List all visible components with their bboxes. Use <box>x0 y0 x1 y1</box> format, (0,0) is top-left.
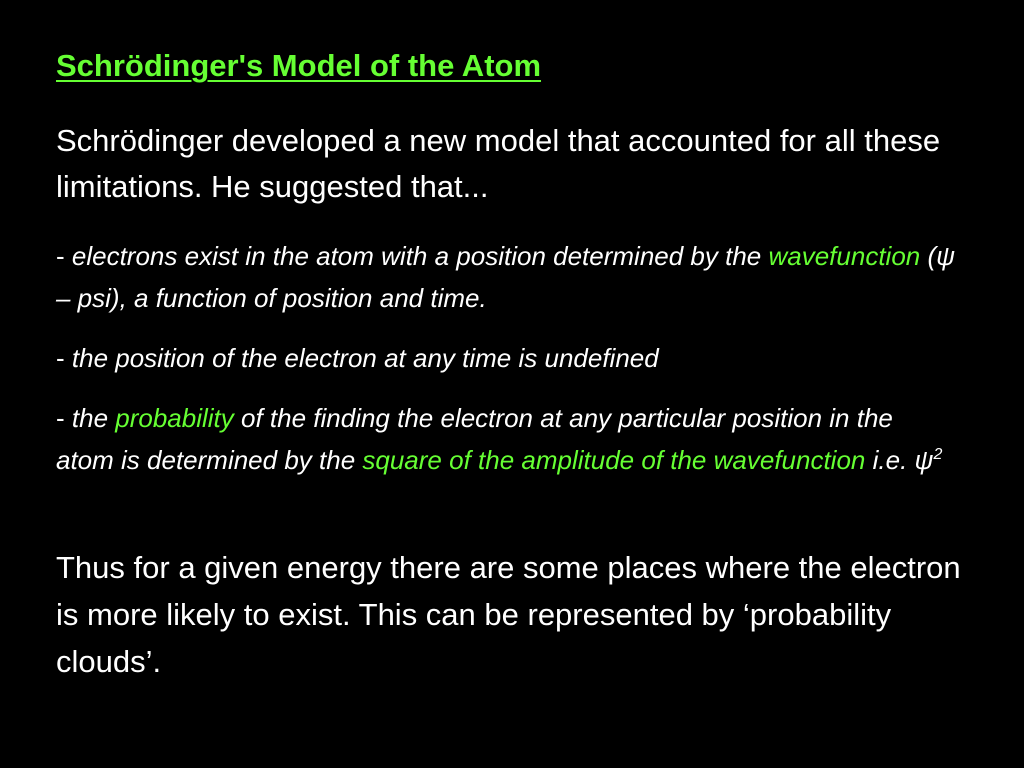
bullet-text: (ψ – psi), a function of position and time. <box>56 241 956 313</box>
bullet-wavefunction <box>56 235 956 319</box>
highlight-wavefunction: wavefunction <box>768 241 921 271</box>
bullet-text: of the finding the electron at any particular position in the atom is determined by the <box>56 403 893 475</box>
bullet-position-undefined <box>56 337 956 379</box>
bullet-probability <box>56 397 956 481</box>
bullet-text: electrons exist in the atom with a position determined by the <box>71 241 769 271</box>
bullet-dash: - <box>56 403 72 433</box>
slide-title: Schrödinger's Model of the Atom <box>56 48 542 83</box>
bullet-dash: - <box>56 343 72 373</box>
highlight-square-amplitude: square of the amplitude of the wavefunction <box>362 445 866 475</box>
bullet-text: i.e. ψ <box>865 445 934 475</box>
intro-paragraph: Schrödinger developed a new model that accounted for all these limitations. He suggested that... <box>56 123 941 204</box>
conclusion-paragraph: Thus for a given energy there are some places where the electron is more likely to exist. This can be represented by ‘probability clouds’. <box>56 550 961 679</box>
highlight-probability: probability <box>115 403 234 433</box>
superscript-2: 2 <box>933 446 943 463</box>
bullet-text: the <box>71 403 116 433</box>
bullet-dash: - <box>56 241 72 271</box>
bullet-text: the position of the electron at any time is undefined <box>71 343 659 373</box>
